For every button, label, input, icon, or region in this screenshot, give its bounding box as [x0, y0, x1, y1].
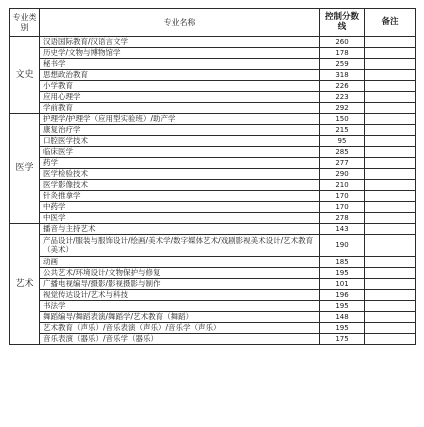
admission-score-table [9, 8, 416, 345]
major-name-cell: 护理学/护理学（应用型实验班）/助产学 [40, 114, 320, 125]
note-cell [365, 268, 416, 279]
score-cell: 260 [320, 37, 365, 48]
major-name-cell: 动画 [40, 257, 320, 268]
note-cell [365, 48, 416, 59]
score-cell: 170 [320, 191, 365, 202]
table-row [10, 125, 416, 136]
score-cell: 278 [320, 213, 365, 224]
note-cell [365, 334, 416, 345]
score-cell: 175 [320, 334, 365, 345]
table-row [10, 70, 416, 81]
table-row [10, 59, 416, 70]
table-row [10, 103, 416, 114]
table-body [10, 37, 416, 345]
header-note: 备注 [365, 9, 416, 37]
table-row [10, 334, 416, 345]
header-category [10, 9, 40, 37]
note-cell [365, 202, 416, 213]
table-row [10, 92, 416, 103]
table-row [10, 213, 416, 224]
score-cell: 226 [320, 81, 365, 92]
score-cell: 178 [320, 48, 365, 59]
score-cell: 195 [320, 268, 365, 279]
major-name-cell: 公共艺术/环境设计/文物保护与修复 [40, 268, 320, 279]
major-name-cell: 口腔医学技术 [40, 136, 320, 147]
major-name-cell: 思想政治教育 [40, 70, 320, 81]
note-cell [365, 191, 416, 202]
score-cell: 196 [320, 290, 365, 301]
note-cell [365, 180, 416, 191]
score-cell: 223 [320, 92, 365, 103]
table-row [10, 180, 416, 191]
major-name-cell: 应用心理学 [40, 92, 320, 103]
major-name-cell: 医学影像技术 [40, 180, 320, 191]
note-cell [365, 224, 416, 235]
major-name-cell: 康复治疗学 [40, 125, 320, 136]
major-name-cell: 产品设计/服装与服饰设计/绘画/美术学/数字媒体艺术/戏剧影视美术设计/艺术教育（美术） [40, 235, 320, 257]
major-name-cell: 中药学 [40, 202, 320, 213]
score-cell: 95 [320, 136, 365, 147]
score-cell: 285 [320, 147, 365, 158]
table-row [10, 224, 416, 235]
header-score-text: 控制分数线 [325, 11, 360, 32]
table-row [10, 169, 416, 180]
table-row [10, 301, 416, 312]
score-cell: 290 [320, 169, 365, 180]
score-cell: 148 [320, 312, 365, 323]
table-row [10, 323, 416, 334]
major-name-cell: 针灸推拿学 [40, 191, 320, 202]
note-cell [365, 81, 416, 92]
note-cell [365, 125, 416, 136]
table-row [10, 202, 416, 213]
note-cell [365, 103, 416, 114]
table-row [10, 114, 416, 125]
major-name-cell: 艺术教育（声乐）/音乐表演（声乐）/音乐学（声乐） [40, 323, 320, 334]
note-cell [365, 257, 416, 268]
score-cell: 190 [320, 235, 365, 257]
score-cell: 185 [320, 257, 365, 268]
note-cell [365, 147, 416, 158]
score-cell: 292 [320, 103, 365, 114]
category-cell: 文史 [10, 37, 40, 114]
note-cell [365, 312, 416, 323]
note-cell [365, 169, 416, 180]
score-cell: 277 [320, 158, 365, 169]
major-name-cell: 小学教育 [40, 81, 320, 92]
category-cell: 医学 [10, 114, 40, 224]
note-cell [365, 279, 416, 290]
note-cell [365, 301, 416, 312]
score-cell: 170 [320, 202, 365, 213]
table-row [10, 268, 416, 279]
score-cell: 215 [320, 125, 365, 136]
table-row [10, 257, 416, 268]
score-cell: 259 [320, 59, 365, 70]
major-name-cell: 汉语国际教育/汉语言文学 [40, 37, 320, 48]
major-name-cell: 医学检验技术 [40, 169, 320, 180]
table-row [10, 147, 416, 158]
major-name-cell: 书法学 [40, 301, 320, 312]
table-row [10, 81, 416, 92]
note-cell [365, 323, 416, 334]
major-name-cell: 秘书学 [40, 59, 320, 70]
major-name-cell: 中医学 [40, 213, 320, 224]
major-name-cell: 临床医学 [40, 147, 320, 158]
table-row [10, 312, 416, 323]
header-category-text: 专业类别 [12, 13, 37, 32]
note-cell [365, 114, 416, 125]
note-cell [365, 37, 416, 48]
note-cell [365, 235, 416, 257]
note-cell [365, 158, 416, 169]
score-cell: 195 [320, 301, 365, 312]
admission-score-table-container [9, 8, 415, 345]
table-row [10, 136, 416, 147]
category-cell: 艺术 [10, 224, 40, 345]
major-name-cell: 历史学/文物与博物馆学 [40, 48, 320, 59]
major-name-cell: 药学 [40, 158, 320, 169]
header-row [10, 9, 416, 37]
major-name-cell: 视觉传达设计/艺术与科技 [40, 290, 320, 301]
table-row [10, 158, 416, 169]
note-cell [365, 213, 416, 224]
score-cell: 195 [320, 323, 365, 334]
score-cell: 210 [320, 180, 365, 191]
note-cell [365, 136, 416, 147]
major-name-cell: 学前教育 [40, 103, 320, 114]
note-cell [365, 92, 416, 103]
major-name-cell: 舞蹈编导/舞蹈表演/舞蹈学/艺术教育（舞蹈） [40, 312, 320, 323]
table-row [10, 279, 416, 290]
major-name-cell: 音乐表演（器乐）/音乐学（器乐） [40, 334, 320, 345]
score-cell: 150 [320, 114, 365, 125]
major-name-cell: 广播电视编导/摄影/影视摄影与制作 [40, 279, 320, 290]
score-cell: 143 [320, 224, 365, 235]
header-major: 专业名称 [40, 9, 320, 37]
table-row [10, 48, 416, 59]
note-cell [365, 290, 416, 301]
note-cell [365, 70, 416, 81]
header-score [320, 9, 365, 37]
table-row [10, 235, 416, 257]
score-cell: 101 [320, 279, 365, 290]
score-cell: 318 [320, 70, 365, 81]
table-row [10, 37, 416, 48]
note-cell [365, 59, 416, 70]
table-row [10, 191, 416, 202]
major-name-cell: 播音与主持艺术 [40, 224, 320, 235]
table-row [10, 290, 416, 301]
